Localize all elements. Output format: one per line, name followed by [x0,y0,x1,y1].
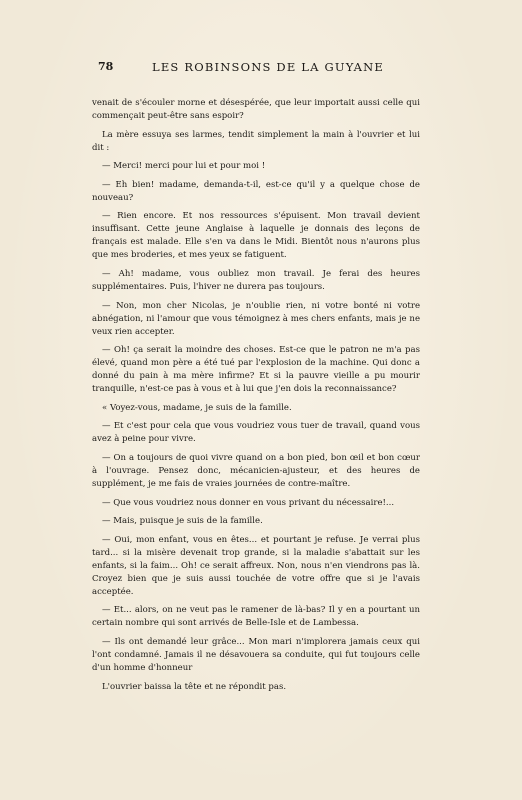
paragraph: — Que vous voudriez nous donner en vous privant du nécessaire!... [102,497,395,508]
paragraph: — Oui, mon enfant, vous en êtes... et pourtant je refuse. Je verrai plus tard... si la misère devenait trop grande, si la maladie s'abattait sur les enfants, si la faim... Oh! ce serait affreux. Non, nous n'en viendrons pas là. Croyez bien que je suis aussi touchée de votre offre que si je l'avais acceptée. [92,534,420,597]
paragraph: La mère essuya ses larmes, tendit simplement la main à l'ouvrier et lui dit : [92,129,420,153]
paragraph: — Ah! madame, vous oubliez mon travail. Je ferai des heures supplémentaires. Puis, l'hiver ne durera pas toujours. [92,268,420,292]
paragraph: — On a toujours de quoi vivre quand on a bon pied, bon œil et bon cœur à l'ouvrage. Pensez donc, mécanicien-ajusteur, et des heures de supplément, je me fais de vraies journées de contre-maître. [92,452,420,489]
paragraph: — Et... alors, on ne veut pas le ramener de là-bas? Il y en a pourtant un certain nombre qui sont arrivés de Belle-Isle et de Lambessa. [92,605,420,629]
paragraph: — Ils ont demandé leur grâce... Mon mari n'implorera jamais ceux qui l'ont condamné. Jamais il ne désavouera sa conduite, qui fut toujours celle d'un homme d'honneur [92,636,420,673]
page-number: 78 [98,60,114,73]
paragraph: — Merci! merci pour lui et pour moi ! [102,161,266,172]
paragraph: — Mais, puisque je suis de la famille. [102,516,263,527]
page-header [98,60,416,76]
paragraph: — Eh bien! madame, demanda-t-il, est-ce qu'il y a quelque chose de nouveau? [92,179,420,203]
running-title: LES ROBINSONS DE LA GUYANE [151,60,385,74]
paragraph: venait de s'écouler morne et désespérée, que leur importait aussi celle qui commençait peut-être sans espoir? [92,98,420,121]
paragraph: — Et c'est pour cela que vous voudriez vous tuer de travail, quand vous avez à peine pour vivre. [92,421,420,445]
paragraph: — Oh! ça serait la moindre des choses. Est-ce que le patron ne m'a pas élevé, quand mon père a été tué par l'explosion de la machine. Qui donc a donné du pain à ma mère infirme? Et si la pauvre vieille a pu mourir tranquille, n'est-ce pas à vous et à lui que j'en dois la reconnaissance? [92,345,420,395]
body-text [92,97,420,699]
paragraph: — Non, mon cher Nicolas, je n'oublie rien, ni votre bonté ni votre abnégation, ni l'amour que vous témoignez à mes chers enfants, mais je ne veux rien accepter. [92,300,420,337]
paragraph: L'ouvrier baissa la tête et ne répondit pas. [102,681,287,692]
paragraph: « Voyez-vous, madame, je suis de la famille. [102,402,292,413]
paragraph: — Rien encore. Et nos ressources s'épuisent. Mon travail devient insuffisant. Cette jeune Anglaise à laquelle je donnais des leçons de français est malade. Elle s'en va dans le Midi. Bientôt nous n'aurons plus que mes broderies, et mes yeux se fatiguent. [92,211,420,261]
